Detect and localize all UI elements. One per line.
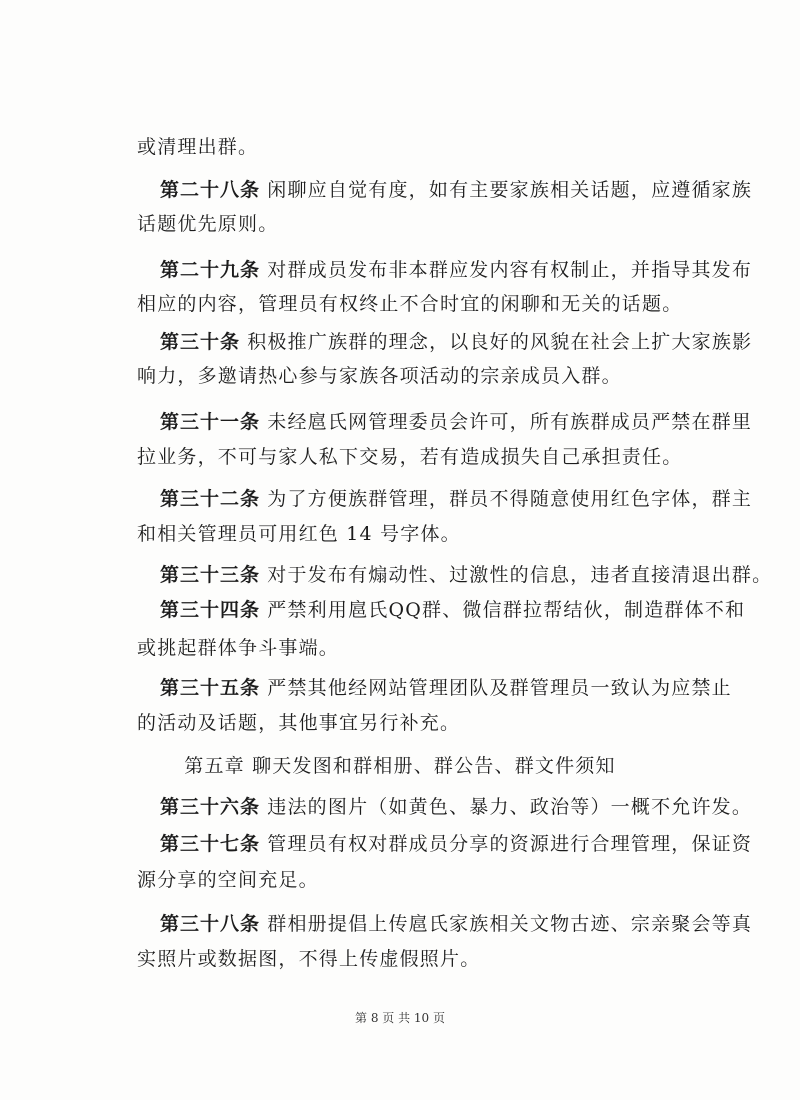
article-number: 第三十四条 [160,599,261,621]
page-number-footer: 第 8 页 共 10 页 [355,1011,445,1025]
chapter-heading: 第五章 聊天发图和群相册、群公告、群文件须知 [184,755,616,777]
article-37-line-2: 源分享的空间充足。 [137,869,319,891]
article-number: 第三十三条 [160,564,261,586]
article-38-line-2: 实照片或数据图，不得上传虚假照片。 [137,948,481,970]
article-29-line-1: 第二十九条 对群成员发布非本群应发内容有权制止，并指导其发布 [160,259,753,281]
article-30-line-1: 第三十条 积极推广族群的理念，以良好的风貌在社会上扩大家族影 [160,331,753,353]
article-number: 第二十八条 [160,179,261,201]
article-number: 第三十一条 [160,411,261,433]
article-35-line-1: 第三十五条 严禁其他经网站管理团队及群管理员一致认为应禁止 [160,677,732,699]
paragraph-line: 或清理出群。 [137,136,259,158]
article-number: 第三十条 [160,331,241,353]
article-32-line-1: 第三十二条 为了方便族群管理，群员不得随意使用红色字体，群主 [160,488,753,510]
article-34-line-2: 或挑起群体争斗事端。 [137,637,340,659]
article-number: 第三十六条 [160,796,261,818]
article-37-line-1: 第三十七条 管理员有权对群成员分享的资源进行合理管理，保证资 [160,833,753,855]
article-number: 第三十五条 [160,677,261,699]
article-number: 第三十七条 [160,833,261,855]
article-36-line-1: 第三十六条 违法的图片（如黄色、暴力、政治等）一概不允许发。 [160,796,753,818]
article-29-line-2: 相应的内容，管理员有权终止不合时宜的闲聊和无关的话题。 [137,293,683,315]
article-38-line-1: 第三十八条 群相册提倡上传扈氏家族相关文物古迹、宗亲聚会等真 [160,913,753,935]
article-28-line-1: 第二十八条 闲聊应自觉有度，如有主要家族相关话题，应遵循家族 [160,179,753,201]
article-number: 第三十八条 [160,913,261,935]
article-number: 第三十二条 [160,488,261,510]
article-33-line-1: 第三十三条 对于发布有煽动性、过激性的信息，违者直接清退出群。 [160,564,773,586]
article-30-line-2: 响力，多邀请热心参与家族各项活动的宗亲成员入群。 [137,365,622,387]
article-34-line-1: 第三十四条 严禁利用扈氏QQ群、微信群拉帮结伙，制造群体不和 [160,599,746,621]
article-number: 第二十九条 [160,259,261,281]
article-32-line-2: 和相关管理员可用红色 14 号字体。 [137,523,461,545]
article-31-line-1: 第三十一条 未经扈氏网管理委员会许可，所有族群成员严禁在群里 [160,411,753,433]
article-31-line-2: 拉业务，不可与家人私下交易，若有造成损失自己承担责任。 [137,446,683,468]
article-28-line-2: 话题优先原则。 [137,213,279,235]
article-35-line-2: 的活动及话题，其他事宜另行补充。 [137,712,461,734]
